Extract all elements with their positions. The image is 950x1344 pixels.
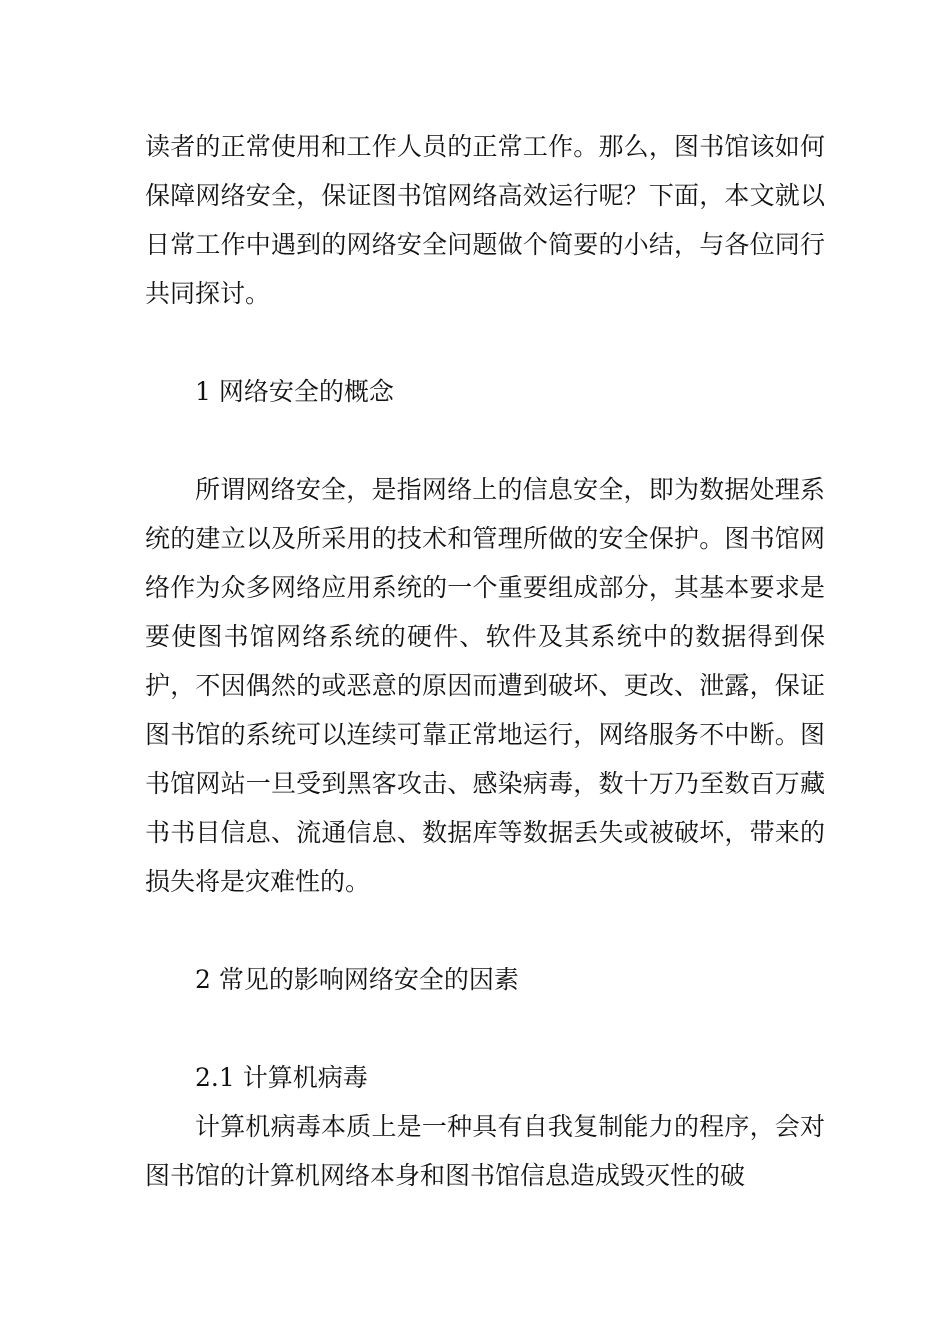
- subsection-2-1-paragraph: 计算机病毒本质上是一种具有自我复制能力的程序，会对图书馆的计算机网络本身和图书馆信息造成毁灭性的破: [145, 1112, 825, 1190]
- spacer: [145, 318, 825, 367]
- intro-paragraph: 读者的正常使用和工作人员的正常工作。那么，图书馆该如何保障网络安全，保证图书馆网络高效运行呢？下面，本文就以日常工作中遇到的网络安全问题做个简要的小结，与各位同行共同探讨。: [145, 132, 825, 308]
- document-page: [145, 122, 825, 1200]
- spacer: [145, 906, 825, 955]
- section-1-paragraph: 所谓网络安全，是指网络上的信息安全，即为数据处理系统的建立以及所采用的技术和管理所做的安全保护。图书馆网络作为众多网络应用系统的一个重要组成部分，其基本要求是要使图书馆网络系统的硬件、软件及其系统中的数据得到保护，不因偶然的或恶意的原因而遭到破坏、更改、泄露，保证图书馆的系统可以连续可靠正常地运行，网络服务不中断。图书馆网站一旦受到黑客攻击、感染病毒，数十万乃至数百万藏书书目信息、流通信息、数据库等数据丢失或被破坏，带来的损失将是灾难性的。: [145, 475, 825, 896]
- subsection-heading-2-1: 2.1 计算机病毒: [195, 1063, 368, 1092]
- spacer: [145, 416, 825, 465]
- section-heading-1: 1 网络安全的概念: [195, 377, 394, 406]
- section-heading-2: 2 常见的影响网络安全的因素: [195, 965, 519, 994]
- spacer: [145, 1004, 825, 1053]
